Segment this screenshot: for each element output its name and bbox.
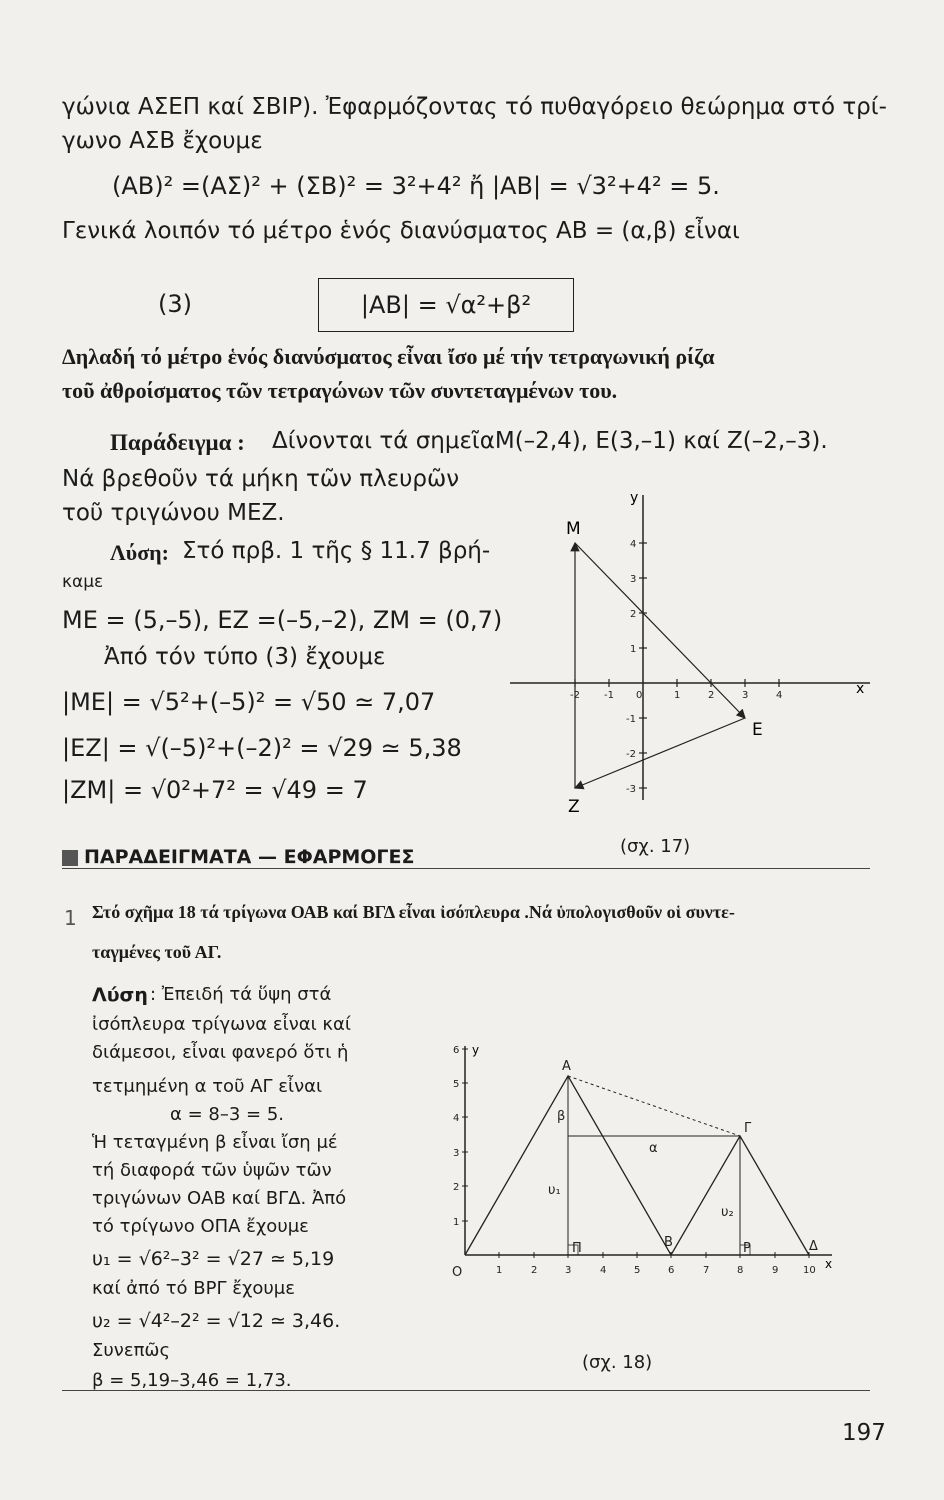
vector-me (575, 543, 745, 718)
y-tick-label: -3 (626, 784, 636, 795)
y-tick-label: 1 (630, 644, 637, 655)
x-tick-label: -2 (570, 690, 580, 701)
figure-18 (432, 1040, 852, 1300)
x-tick-label: 4 (776, 690, 783, 701)
label-p: Π (572, 1241, 582, 1256)
vector-ez (575, 718, 745, 788)
y-tick-label: -2 (626, 749, 636, 760)
solution-line: α = 8–3 = 5. (170, 1104, 284, 1125)
solution-line: τετμημένη α τοῦ ΑΓ εἶναι (92, 1076, 323, 1097)
label-u2: υ₂ (721, 1205, 734, 1220)
x-tick-label: 7 (703, 1265, 710, 1276)
y-tick-label: 4 (453, 1113, 460, 1124)
solution-line: υ₁ = √6²–3² = √27 ≃ 5,19 (92, 1248, 335, 1270)
label-beta: β (557, 1109, 566, 1124)
formula-number: (3) (158, 290, 192, 318)
solution-line: : Ἐπειδή τά ὕψη στά (150, 984, 332, 1005)
label-o: Ο (452, 1265, 463, 1280)
equation: (ΑΒ)² =(ΑΣ)² + (ΣΒ)² = 3²+4² ἤ |ΑΒ| = √3²+4² = 5. (112, 172, 720, 200)
text-line: γώνια ΑΣΕΠ καί ΣΒΙΡ). Ἐφαρμόζοντας τό πυθαγόρειο θεώρημα στό τρί- (62, 94, 887, 120)
figure-17 (500, 480, 890, 860)
result-line: |ΕΖ| = √(–5)²+(–2)² = √29 ≃ 5,38 (62, 734, 462, 762)
label-r: Ρ (743, 1241, 751, 1256)
label-g: Γ (744, 1121, 752, 1136)
x-tick-label: 2 (531, 1265, 538, 1276)
section-marker (62, 850, 78, 866)
solution-line: ἰσόπλευρα τρίγωνα εἶναι καί (92, 1014, 351, 1035)
y-axis-label: y (472, 1043, 480, 1057)
solution-line: υ₂ = √4²–2² = √12 ≃ 3,46. (92, 1310, 341, 1332)
y-tick-label: 3 (630, 574, 637, 585)
y-tick-label: 2 (630, 609, 637, 620)
point-label-e: Ε (752, 720, 763, 740)
y-tick-label: 3 (453, 1148, 460, 1159)
x-tick-label: 1 (674, 690, 681, 701)
x-tick-label: 0 (636, 690, 643, 701)
label-d: Δ (809, 1239, 818, 1254)
figure-caption: (σχ. 17) (620, 836, 691, 857)
section-rule (62, 868, 870, 869)
section-title: ΠΑΡΑΔΕΙΓΜΑΤΑ — ΕΦΑΡΜΟΓΕΣ (84, 846, 415, 868)
vector-line: ΜΕ = (5,–5), ΕΖ =(–5,–2), ΖΜ = (0,7) (62, 606, 503, 634)
text-line: Στό πρβ. 1 τῆς § 11.7 βρή- (182, 538, 491, 564)
vector-ag (568, 1076, 740, 1136)
x-tick-label: -1 (604, 690, 614, 701)
solution-line: καί ἀπό τό ΒΡΓ ἔχουμε (92, 1278, 295, 1299)
exercise-text: Στό σχῆμα 18 τά τρίγωνα ΟΑΒ καί ΒΓΔ εἶναι ἰσόπλευρα .Νά ὑπολογισθοῦν οἱ συντε- (92, 902, 735, 922)
text-line: Νά βρεθοῦν τά μήκη τῶν πλευρῶν (62, 466, 460, 492)
definition-line: τοῦ ἀθροίσματος τῶν τετραγώνων τῶν συντεταγμένων του. (62, 378, 618, 403)
x-tick-label: 9 (772, 1265, 779, 1276)
x-tick-label: 8 (737, 1265, 744, 1276)
y-tick-label: -1 (626, 714, 636, 725)
x-tick-label: 2 (708, 690, 715, 701)
point-label-m: Μ (566, 519, 581, 539)
page-number: 197 (842, 1420, 886, 1446)
triangles (465, 1076, 809, 1255)
x-tick-label: 3 (565, 1265, 572, 1276)
label-b: Β (664, 1235, 673, 1250)
text-line: Γενικά λοιπόν τό μέτρο ἑνός διανύσματος ΑΒ = (α,β) εἶναι (62, 218, 740, 244)
footer-rule (62, 1390, 870, 1391)
text-line: Δίνονται τά σημεῖαΜ(–2,4), Ε(3,–1) καί Ζ(–2,–3). (272, 428, 828, 454)
solution-line: διάμεσοι, εἶναι φανερό ὅτι ἡ (92, 1042, 349, 1063)
example-label: Παράδειγμα : (110, 430, 245, 455)
x-tick-label: 4 (600, 1265, 607, 1276)
result-line: |ΜΕ| = √5²+(–5)² = √50 ≃ 7,07 (62, 688, 436, 716)
x-tick-label: 3 (742, 690, 749, 701)
figure-caption: (σχ. 18) (582, 1352, 653, 1373)
x-tick-label: 1 (496, 1265, 503, 1276)
solution-label: Λύση: (110, 540, 169, 565)
solution-label: Λύση (92, 984, 148, 1006)
solution-line: τή διαφορά τῶν ὑψῶν τῶν (92, 1160, 332, 1181)
x-tick-label: 6 (668, 1265, 675, 1276)
text-line: γωνο ΑΣΒ ἔχουμε (62, 128, 263, 154)
result-line: |ΖΜ| = √0²+7² = √49 = 7 (62, 776, 368, 804)
solution-line: Συνεπῶς (92, 1340, 171, 1361)
text-line: τοῦ τριγώνου ΜΕΖ. (62, 500, 285, 526)
x-tick-label: 5 (634, 1265, 641, 1276)
solution-line: β = 5,19–3,46 = 1,73. (92, 1370, 292, 1391)
y-tick-label: 2 (453, 1182, 460, 1193)
exercise-number: 1 (64, 906, 77, 930)
x-axis-label: x (825, 1257, 833, 1271)
x-axis-label: x (856, 681, 865, 697)
solution-line: τό τρίγωνο ΟΠΑ ἔχουμε (92, 1216, 309, 1237)
definition-line: Δηλαδή τό μέτρο ἑνός διανύσματος εἶναι ἴσο μέ τήν τετραγωνική ρίζα (62, 344, 715, 369)
label-a: Α (562, 1059, 571, 1074)
y-tick-label: 4 (630, 539, 637, 550)
label-alpha: α (649, 1141, 658, 1156)
exercise-text: ταγμένες τοῦ ΑΓ. (92, 942, 222, 962)
point-label-z: Ζ (568, 797, 580, 817)
y-axis-label: y (630, 490, 639, 506)
text-line: καμε (62, 572, 104, 592)
x-tick-label: 10 (803, 1265, 816, 1276)
y-tick-label: 1 (453, 1217, 460, 1228)
solution-line: τριγώνων ΟΑΒ καί ΒΓΔ. Ἀπό (92, 1188, 347, 1209)
y-tick-label: 6 (453, 1045, 460, 1056)
label-u1: υ₁ (548, 1183, 561, 1198)
text-line: Ἀπό τόν τύπο (3) ἔχουμε (104, 644, 386, 670)
solution-line: Ἡ τεταγμένη β εἶναι ἴση μέ (92, 1132, 338, 1153)
formula-box: |ΑΒ| = √α²+β² (318, 278, 574, 332)
y-tick-label: 5 (453, 1079, 460, 1090)
